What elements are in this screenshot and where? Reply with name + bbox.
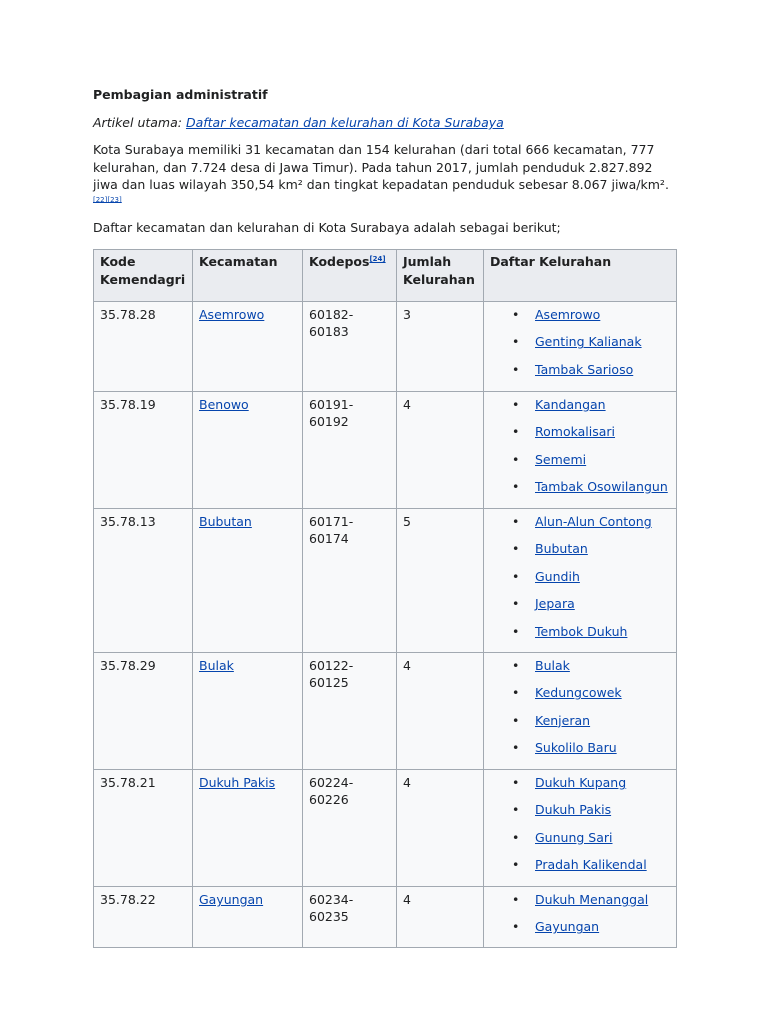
kelurahan-link[interactable]: Genting Kalianak <box>535 334 642 350</box>
kecamatan-link[interactable]: Bulak <box>199 658 234 673</box>
header-kodepos-label: Kodepos <box>309 254 370 269</box>
kelurahan-link[interactable]: Gunung Sari <box>535 829 613 845</box>
header-daftar: Daftar Kelurahan <box>484 250 677 302</box>
header-kecamatan: Kecamatan <box>193 250 303 302</box>
list-item <box>535 856 670 883</box>
list-item <box>535 568 670 595</box>
kelurahan-link[interactable]: Sukolilo Baru <box>535 740 617 756</box>
cell-kodepos: 60224-60226 <box>303 770 397 887</box>
cell-kelurahan <box>484 392 677 509</box>
kelurahan-link[interactable]: Dukuh Kupang <box>535 775 627 790</box>
main-article-note <box>93 114 676 132</box>
kelurahan-link[interactable]: Alun-Alun Contong <box>535 514 652 529</box>
list-item <box>535 829 670 856</box>
kecamatan-link[interactable]: Asemrowo <box>199 307 265 322</box>
cell-jumlah: 4 <box>397 770 484 887</box>
summary-paragraph <box>93 141 676 211</box>
kodepos-ref-link[interactable]: [24] <box>369 254 386 263</box>
cell-kodepos: 60234-60235 <box>303 887 397 948</box>
cell-kecamatan <box>193 392 303 509</box>
cell-kelurahan <box>484 887 677 948</box>
kelurahan-link[interactable]: Kenjeran <box>535 712 591 728</box>
kelurahan-link[interactable]: Tambak Sarioso <box>535 361 634 377</box>
kelurahan-list <box>490 513 670 650</box>
article-section <box>93 86 676 948</box>
table-row <box>94 302 677 392</box>
header-kode: Kode Kemendagri <box>94 250 193 302</box>
cell-kelurahan <box>484 770 677 887</box>
kelurahan-list <box>490 891 670 946</box>
cell-jumlah: 3 <box>397 302 484 392</box>
cell-jumlah: 4 <box>397 887 484 948</box>
kelurahan-link[interactable]: Gayungan <box>535 919 600 935</box>
list-item <box>535 774 670 801</box>
kelurahan-link[interactable]: Kandangan <box>535 397 606 412</box>
kelurahan-link[interactable]: Tambak Osowilangun <box>535 479 668 495</box>
cell-kecamatan <box>193 653 303 770</box>
list-item <box>535 333 670 360</box>
list-item <box>535 918 670 945</box>
list-item <box>535 595 670 622</box>
cell-kecamatan <box>193 509 303 653</box>
cell-kecamatan <box>193 770 303 887</box>
cell-kodepos: 60122-60125 <box>303 653 397 770</box>
cell-kode: 35.78.19 <box>94 392 193 509</box>
list-item <box>535 739 670 766</box>
kecamatan-link[interactable]: Benowo <box>199 397 249 412</box>
kelurahan-link[interactable]: Dukuh Pakis <box>535 802 612 818</box>
kelurahan-link[interactable]: Tembok Dukuh <box>535 623 628 639</box>
section-heading: Pembagian administratif <box>93 87 268 102</box>
cell-kelurahan <box>484 509 677 653</box>
cell-jumlah: 4 <box>397 392 484 509</box>
cell-kodepos: 60191-60192 <box>303 392 397 509</box>
kelurahan-link[interactable]: Romokalisari <box>535 424 616 440</box>
kelurahan-list <box>490 657 670 767</box>
list-item <box>535 801 670 828</box>
kelurahan-link[interactable]: Asemrowo <box>535 307 601 322</box>
list-item <box>535 361 670 388</box>
table-row <box>94 887 677 948</box>
kelurahan-link[interactable]: Sememi <box>535 451 587 467</box>
cell-kode: 35.78.28 <box>94 302 193 392</box>
list-item <box>535 396 670 423</box>
list-item <box>535 684 670 711</box>
table-row <box>94 653 677 770</box>
table-row <box>94 392 677 509</box>
list-item <box>535 478 670 505</box>
kelurahan-link[interactable]: Bulak <box>535 658 570 673</box>
cell-jumlah: 5 <box>397 509 484 653</box>
table-row <box>94 770 677 887</box>
list-item <box>535 451 670 478</box>
kecamatan-link[interactable]: Bubutan <box>199 514 252 529</box>
summary-text: Kota Surabaya memiliki 31 kecamatan dan 154 kelurahan (dari total 666 kecamatan, 777 kelurahan, dan 7.724 desa di Jawa Timur). Pada tahun 2017, jumlah penduduk 2.827.892 jiwa dan luas wilayah 350,54 km² dan tingkat kepadatan penduduk sebesar 8.067 jiwa/km². <box>93 142 669 192</box>
cell-jumlah: 4 <box>397 653 484 770</box>
cell-kecamatan <box>193 887 303 948</box>
table-row <box>94 509 677 653</box>
cell-kelurahan <box>484 302 677 392</box>
header-jumlah: Jumlah Kelurahan <box>397 250 484 302</box>
kecamatan-link[interactable]: Dukuh Pakis <box>199 775 276 790</box>
list-item <box>535 513 670 540</box>
kelurahan-list <box>490 774 670 884</box>
cell-kode: 35.78.13 <box>94 509 193 653</box>
cell-kelurahan <box>484 653 677 770</box>
kelurahan-link[interactable]: Dukuh Menanggal <box>535 892 649 907</box>
kelurahan-list <box>490 306 670 388</box>
list-item <box>535 423 670 450</box>
list-item <box>535 891 670 918</box>
cell-kode: 35.78.21 <box>94 770 193 887</box>
summary-refs-link[interactable]: [22][23] <box>93 195 122 204</box>
kelurahan-link[interactable]: Pradah Kalikendal <box>535 857 647 873</box>
kelurahan-link[interactable]: Gundih <box>535 568 580 584</box>
list-item <box>535 712 670 739</box>
kelurahan-list <box>490 396 670 506</box>
list-item <box>535 306 670 333</box>
cell-kodepos: 60171-60174 <box>303 509 397 653</box>
cell-kode: 35.78.29 <box>94 653 193 770</box>
cell-kecamatan <box>193 302 303 392</box>
kelurahan-link[interactable]: Jepara <box>535 596 575 612</box>
main-article-link[interactable]: Daftar kecamatan dan kelurahan di Kota Surabaya <box>185 115 504 130</box>
list-intro: Daftar kecamatan dan kelurahan di Kota Surabaya adalah sebagai berikut; <box>93 220 561 235</box>
kelurahan-link[interactable]: Kedungcowek <box>535 685 622 701</box>
list-item <box>535 657 670 684</box>
kelurahan-link[interactable]: Bubutan <box>535 541 588 557</box>
main-article-label: Artikel utama: <box>93 115 182 130</box>
cell-kodepos: 60182-60183 <box>303 302 397 392</box>
kecamatan-table <box>93 249 677 948</box>
cell-kode: 35.78.22 <box>94 887 193 948</box>
header-kodepos <box>303 250 397 302</box>
list-item <box>535 540 670 567</box>
kecamatan-link[interactable]: Gayungan <box>199 892 264 907</box>
table-header-row <box>94 250 677 302</box>
list-item <box>535 623 670 650</box>
